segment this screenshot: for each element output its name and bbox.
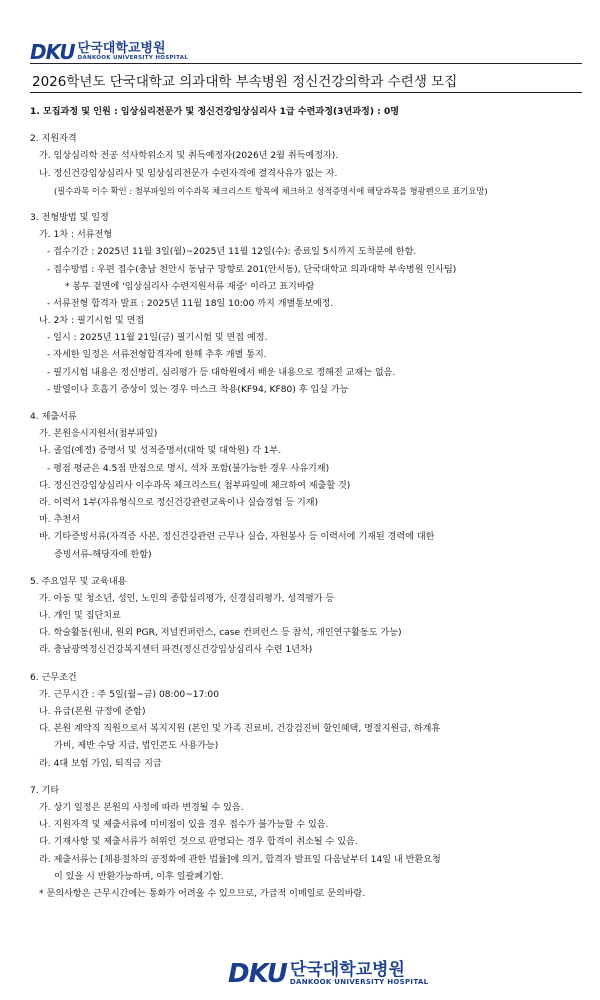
section-line: 다. 본원 계약직 직원으로서 복지지원 (본인 및 가족 진료비, 건강검진비 할인혜택, 명절지원금, 하계휴 [39, 724, 441, 735]
title-divider [30, 92, 582, 93]
section-line: 나. 정신건강임상심리사 및 임상심리전문가 수련자격에 결격사유가 없는 자. [39, 168, 338, 179]
section-2 [30, 131, 585, 200]
section-line: - 필기시험 내용은 정신병리, 심리평가 등 대학원에서 배운 내용으로 정해진 교재는 없음. [47, 367, 396, 378]
logo-mark: DKU [30, 40, 75, 64]
section-line: * 문의사항은 근무시간에는 통화가 어려울 수 있으므로, 가급적 이메일로 문의바람. [39, 888, 366, 899]
section-line: 이 있을 시 반환가능하며, 이후 일괄폐기함. [54, 871, 224, 882]
section-line: 라. 충남광역정신건강복지센터 파견(정신건강임상심리사 수련 1년차) [39, 645, 313, 656]
section-line: 나. 개인 및 집단치료 [39, 611, 121, 622]
section-line: 나. 졸업(예정) 증명서 및 성적증명서(대학 및 대학원) 각 1부. [39, 446, 282, 457]
section-line: - 서류전형 합격자 발표 : 2025년 11월 18일 10:00 까지 개별통보예정. [47, 298, 334, 309]
section-line: 나. 2차 : 필기시험 및 면접 [39, 316, 145, 327]
section-line: 가. 아동 및 청소년, 성인, 노인의 종합심리평가, 신경심리평가, 성격평가 등 [39, 593, 335, 604]
section-line: 다. 학술활동(원내, 원외 PGR, 저널컨퍼런스, case 컨퍼런스 등 참석, 개인연구활동도 가능) [39, 628, 402, 639]
section-line: * 봉투 겉면에 '임상심리사 수련지원서류 재중' 이라고 표기바람 [65, 281, 315, 292]
logo-name-footer: 단국대학교병원 [289, 959, 405, 980]
section-line: 다. 기재사항 및 제출서류가 허위인 것으로 판명되는 경우 합격이 취소될 수 있음. [39, 837, 358, 848]
section-line: 가. 임상심리학 전공 석사학위소지 및 취득예정자(2026년 2월 취득예정자). [39, 151, 339, 162]
section-gap [30, 564, 585, 574]
hospital-logo-bottom [228, 959, 428, 989]
logo-name: 단국대학교병원 [77, 41, 166, 57]
section-heading: 6. 근무조건 [30, 672, 77, 683]
logo-subtitle: DANKOOK UNIVERSITY HOSPITAL [77, 55, 189, 62]
section-line: (필수과목 이수 확인 : 첨부파일의 이수과목 체크리스트 항목에 체크하고 성적증명서에 해당과목을 형광펜으로 표기요망) [54, 185, 488, 196]
section-heading: 1. 모집과정 및 인원 : 임상심리전문가 및 정신건강임상심리사 1급 수련과정(3년과정) : 0명 [30, 107, 400, 117]
document-body [30, 104, 585, 903]
section-gap [30, 773, 585, 783]
section-line: - 평점 평균은 4.5점 만점으로 명시, 석차 포함(불가능한 경우 사유기재) [47, 463, 330, 474]
section-line: 다. 정신건강임상심리사 이수과목 체크리스트( 첨부파일에 체크하여 제출할 것) [39, 480, 351, 491]
section-line: 가. 본원응시지원서(첨부파일) [39, 429, 158, 440]
section-gap [30, 660, 585, 670]
top-divider [30, 63, 582, 64]
section-gap [30, 200, 585, 210]
section-line: - 접수기간 : 2025년 11월 3일(월)~2025년 11월 12일(수): 종료일 5시까지 도착분에 한함. [47, 247, 417, 258]
logo-subtitle-footer: DANKOOK UNIVERSITY HOSPITAL [289, 977, 429, 986]
section-line: 바. 기타증빙서류(자격증 사본, 정신건강관련 근무나 실습, 자원봉사 등 이력서에 기재된 경력에 대한 [39, 532, 435, 543]
section-5 [30, 574, 585, 660]
section-line: 라. 이력서 1부(자유형식으로 정신건강관련교육이나 실습경험 등 기재) [39, 497, 319, 508]
section-line: 나. 지원자격 및 제출서류에 미비점이 있을 경우 접수가 불가능할 수 있음. [39, 820, 329, 831]
section-heading: 7. 기타 [30, 785, 60, 796]
section-1 [30, 104, 585, 121]
section-6 [30, 670, 585, 773]
section-line: 라. 제출서류는 [채용절차의 공정화에 관한 법률]에 의거, 합격자 발표일 다음날부터 14일 내 반환요청 [39, 854, 441, 865]
section-line: - 일시 : 2025년 11월 21일(금) 필기시험 및 면접 예정. [47, 333, 268, 344]
section-line: 가. 1차 : 서류전형 [39, 230, 113, 241]
section-gap [30, 399, 585, 409]
section-line: 마. 추천서 [39, 515, 80, 526]
section-line: - 접수방법 : 우편 접수(충남 천안시 동남구 망향로 201(안서동), 단국대학교 의과대학 부속병원 인사팀) [47, 264, 457, 275]
section-line: 증빙서류-해당자에 한함) [54, 549, 152, 560]
section-line: 라. 4대 보험 가입, 퇴직금 지급 [39, 758, 162, 769]
section-4 [30, 409, 585, 564]
section-7 [30, 783, 585, 903]
page-title: 2026학년도 단국대학교 의과대학 부속병원 정신건강의학과 수련생 모집 [32, 74, 458, 90]
logo-mark-footer: DKU [228, 959, 287, 989]
section-heading: 3. 전형방법 및 일정 [30, 212, 109, 223]
section-line: - 발열이나 호흡기 증상이 있는 경우 마스크 착용(KF94, KF80) 후 입실 가능 [47, 384, 349, 395]
section-gap [30, 121, 585, 131]
hospital-logo-top [30, 40, 188, 64]
section-3 [30, 210, 585, 399]
section-line: 나. 유급(본원 규정에 준함) [39, 707, 146, 717]
section-line: 가. 근무시간 : 주 5일(월~금) 08:00~17:00 [39, 689, 220, 700]
section-line: - 자세한 일정은 서류전형합격자에 한해 추후 개별 통지. [47, 350, 267, 361]
section-heading: 2. 지원자격 [30, 134, 77, 145]
section-heading: 4. 제출서류 [30, 412, 77, 422]
section-line: 가비, 제반 수당 지급, 법인콘도 사용가능) [54, 741, 219, 752]
section-line: 가. 상기 일정은 본원의 사정에 따라 변경될 수 있음. [39, 802, 244, 813]
section-heading: 5. 주요업무 및 교육내용 [30, 576, 127, 587]
